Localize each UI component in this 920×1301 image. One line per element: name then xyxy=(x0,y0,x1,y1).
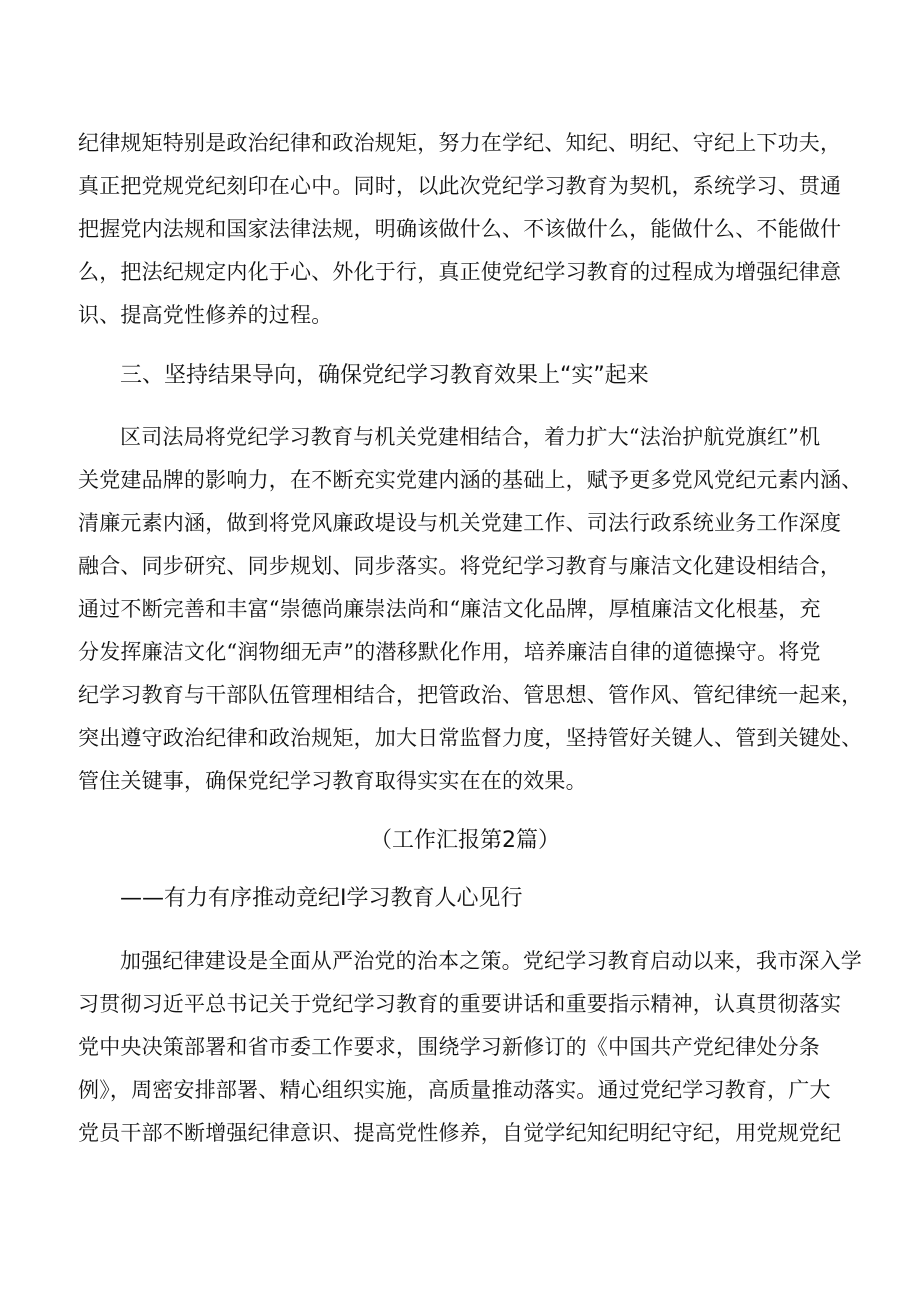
paragraph-3-line-2: 习贯彻习近平总书记关于党纪学习教育的重要讲话和重要指示精神，认真贯彻落实 xyxy=(78,992,842,1016)
article-2-title: （工作汇报第2篇） xyxy=(370,828,560,853)
paragraph-2-line-1: 区司法局将党纪学习教育与机关党建相结合，着力扩大“法治护航党旗红”机 xyxy=(120,425,821,449)
paragraph-1-line-1: 纪律规矩特别是政治纪律和政治规矩，努力在学纪、知纪、明纪、守纪上下功夫， xyxy=(78,131,842,155)
section-3-heading: 三、坚持结果导向，确保党纪学习教育效果上“实”起来 xyxy=(120,363,649,388)
paragraph-3-line-3: 党中央决策部署和省市委工作要求，围绕学习新修订的《中国共产党纪律处分条 xyxy=(78,1035,820,1059)
paragraph-2-line-9: 管住关键事，确保党纪学习教育取得实实在在的效果。 xyxy=(78,769,587,793)
paragraph-2-line-3: 清廉元素内涵，做到将党风廉政堤设与机关党建工作、司法行政系统业务工作深度 xyxy=(78,511,842,535)
paragraph-2-line-4: 融合、同步研究、同步规划、同步落实。将党纪学习教育与廉洁文化建设相结合， xyxy=(78,554,842,578)
paragraph-2-line-5: 通过不断完善和丰富“崇德尚廉崇法尚和“廉洁文化品牌，厚植廉洁文化根基，充 xyxy=(78,597,821,621)
paragraph-1-line-5: 识、提高党性修养的过程。 xyxy=(78,303,333,327)
article-2-subtitle: ——有力有序推动竞纪I学习教育人心见行 xyxy=(120,886,523,911)
paragraph-1-line-2: 真正把党规党纪刻印在心中。同时，以此次党纪学习教育为契机，系统学习、贯通 xyxy=(78,174,842,198)
paragraph-3-line-5: 党员干部不断增强纪律意识、提高党性修养，自觉学纪知纪明纪守纪，用党规党纪 xyxy=(78,1121,842,1145)
paragraph-3-line-1: 加强纪律建设是全面从严治党的治本之策。党纪学习教育启动以来，我市深入学 xyxy=(120,949,862,973)
paragraph-2-line-7: 纪学习教育与干部队伍管理相结合，把管政治、管思想、管作风、管纪律统一起来， xyxy=(78,683,863,707)
paragraph-1-line-4: 么，把法纪规定内化于心、外化于行，真正使党纪学习教育的过程成为增强纪律意 xyxy=(78,260,842,284)
paragraph-1-line-3: 把握党内法规和国家法律法规，明确该做什么、不该做什么，能做什么、不能做什 xyxy=(78,217,842,241)
paragraph-2-line-6: 分发挥廉洁文化“润物细无声”的潜移默化作用，培养廉洁自律的道德操守。将党 xyxy=(78,640,821,664)
paragraph-3-line-4: 例》，周密安排部署、精心组织实施，高质量推动落实。通过党纪学习教育，广大 xyxy=(78,1078,831,1102)
paragraph-2-line-2: 关党建品牌的影响力，在不断充实党建内涵的基础上，赋予更多党风党纪元素内涵、 xyxy=(78,468,863,492)
paragraph-2-line-8: 突出遵守政治纪律和政治规矩，加大日常监督力度，坚持管好关键人、管到关键处、 xyxy=(78,726,863,750)
